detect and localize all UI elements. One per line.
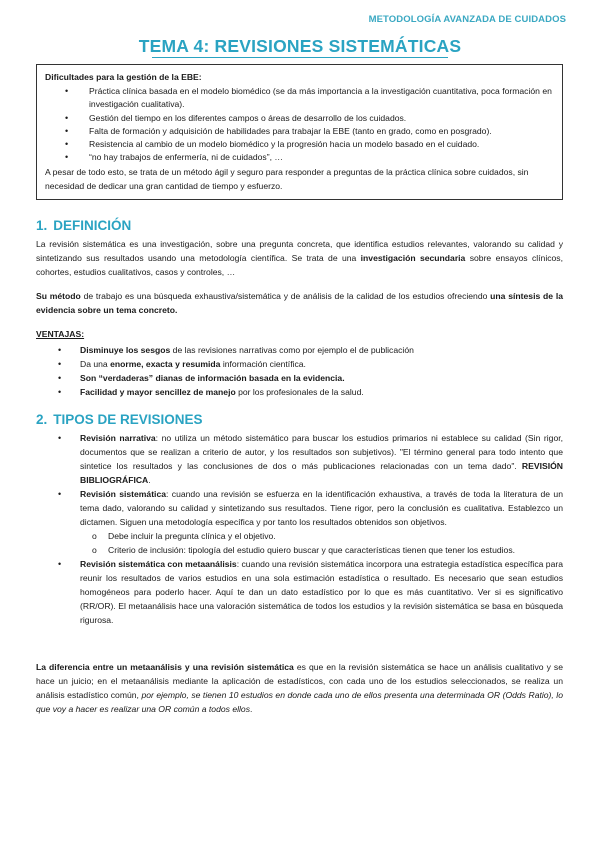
sublist-item: o Debe incluir la pregunta clínica y el objetivo. bbox=[92, 531, 276, 541]
bullet-icon: • bbox=[65, 86, 69, 97]
circle-bullet-icon: o bbox=[92, 531, 97, 541]
list-item: • Disminuye los sesgos de las revisiones narrativas como por ejemplo el de publicación bbox=[58, 345, 414, 355]
bullet-icon: • bbox=[65, 125, 69, 136]
list-item: • “no hay trabajos de enfermería, ni de cuidados”, … bbox=[45, 151, 554, 164]
bullet-icon: • bbox=[65, 139, 69, 150]
criteria-sublist bbox=[80, 529, 563, 557]
section-1-heading: 1. DEFINICIÓN bbox=[36, 218, 132, 233]
definition-paragraph: La revisión sistemática es una investigación, sobre una pregunta concreta, que identifica estudios relevantes, valorando su calidad y sintetizando sus resultados usando una metodología científica. Se trata de una investigación secundaria sobre ensayos clínicos, cohortes, estudios cualitativos, casos y controles, … bbox=[36, 239, 563, 277]
bullet-icon: • bbox=[58, 489, 62, 499]
title-underline bbox=[152, 57, 448, 58]
bullet-icon: • bbox=[58, 559, 62, 569]
bullet-icon: • bbox=[58, 433, 62, 443]
list-item: • Da una enorme, exacta y resumida información científica. bbox=[58, 359, 306, 369]
section-2-heading: 2. TIPOS DE REVISIONES bbox=[36, 412, 203, 427]
circle-bullet-icon: o bbox=[92, 545, 97, 555]
bullet-icon: • bbox=[65, 112, 69, 123]
box-closing-text: A pesar de todo esto, se trata de un método ágil y seguro para responder a preguntas de la práctica clínica sobre cuidados, sin necesidad de dedicar una gran cantidad de tiempo y esfuerzo. bbox=[45, 167, 529, 191]
list-item: • Gestión del tiempo en los diferentes campos o áreas de desarrollo de los cuidados. bbox=[45, 112, 554, 125]
list-item: • Revisión sistemática: cuando una revisión se esfuerza en la identificación exhaustiva, a través de toda la literatura de un tema dado, valorando su calidad y sintetizando sus resultados. Tiene rigor, pero la conclusión es cualitativa. Establezco un dictamen. Siguen una metodología específica y por tanto los resultados obtenidos son objetivos. o Debe incluir la pregunta clínica y el objetivo. o Criterio de inclusión: tipología del estudio quiero buscar y que características tienen que tener los estudios. bbox=[58, 489, 563, 555]
box-heading: Dificultades para la gestión de la EBE: bbox=[45, 72, 202, 82]
ventajas-label: VENTAJAS: bbox=[36, 329, 85, 339]
list-item: • Práctica clínica basada en el modelo biomédico (se da más importancia a la investigación cuantitativa, poca formación en investigación cualitativa). bbox=[65, 86, 552, 110]
list-item: • Facilidad y mayor sencillez de manejo por los profesionales de la salud. bbox=[58, 387, 364, 397]
sublist-item: o Criterio de inclusión: tipología del estudio quiero buscar y que características tienen que tener los estudios. bbox=[92, 545, 516, 555]
bullet-icon: • bbox=[58, 373, 62, 383]
list-item: • Resistencia al cambio de un modelo biomédico y la progresión hacia un modelo basado en el cuidado. bbox=[45, 138, 554, 151]
ventajas-list bbox=[36, 343, 563, 399]
method-paragraph: Su método de trabajo es una búsqueda exhaustiva/sistemática y de análisis de la calidad de los estudios ofreciendo una síntesis de la evidencia sobre un tema concreto. bbox=[36, 291, 563, 315]
bullet-icon: • bbox=[58, 345, 62, 355]
list-item: • Son “verdaderas” dianas de información basada en la evidencia. bbox=[58, 373, 345, 383]
list-item: • Revisión narrativa: no utiliza un método sistemático para buscar los estudios primarios ni establece su calidad (Sin rigor, documentos que se realizan a criterio de autor, y los resultados son subjetivos). "El término general para todo intento que sintetice los resultados y las conclusiones de dos o más publicaciones relacionadas con un tema dado". REVISIÓN BIBLIOGRÁFICA. bbox=[58, 433, 563, 485]
bullet-icon: • bbox=[58, 387, 62, 397]
bullet-icon: • bbox=[58, 359, 62, 369]
running-header: METODOLOGÍA AVANZADA DE CUIDADOS bbox=[368, 14, 566, 25]
review-types-list bbox=[36, 431, 563, 627]
bullet-icon: • bbox=[65, 152, 69, 163]
page-title: TEMA 4: REVISIONES SISTEMÁTICAS bbox=[138, 36, 462, 56]
list-item: • Revisión sistemática con metaanálisis: cuando una revisión sistemática incorpora una estrategia estadística específica para reunir los resultados de varios estudios en una sola estimación estadística o resultado. Es necesario que sean estudios homogéneos para poderlo hacer. Aquí te dan un dato estadístico por lo que es más cuantitativo. Ver si es significativo (RR/OR). El metaanálisis hace una valoración sistemática de todos los estudios y la revisión sistemática se basa en búsqueda rigurosa. bbox=[58, 559, 563, 625]
difference-paragraph: La diferencia entre un metaanálisis y una revisión sistemática es que en la revisión sistemática se hace un análisis cualitativo y se hace un juicio; en el metaanálisis mediante la aplicación de estadísticos, con cada uno de los estudios seleccionados, se realiza un análisis estadístico común, por ejemplo, se tienen 10 estudios en donde cada uno de ellos presenta una determinada OR (Odds Ratio), lo que voy a hacer es realizar una OR común a todos ellos. bbox=[36, 662, 563, 714]
list-item: • Falta de formación y adquisición de habilidades para trabajar la EBE (tanto en grado, como en posgrado). bbox=[45, 125, 554, 138]
difficulties-list bbox=[45, 85, 554, 164]
difficulties-box bbox=[36, 64, 563, 200]
